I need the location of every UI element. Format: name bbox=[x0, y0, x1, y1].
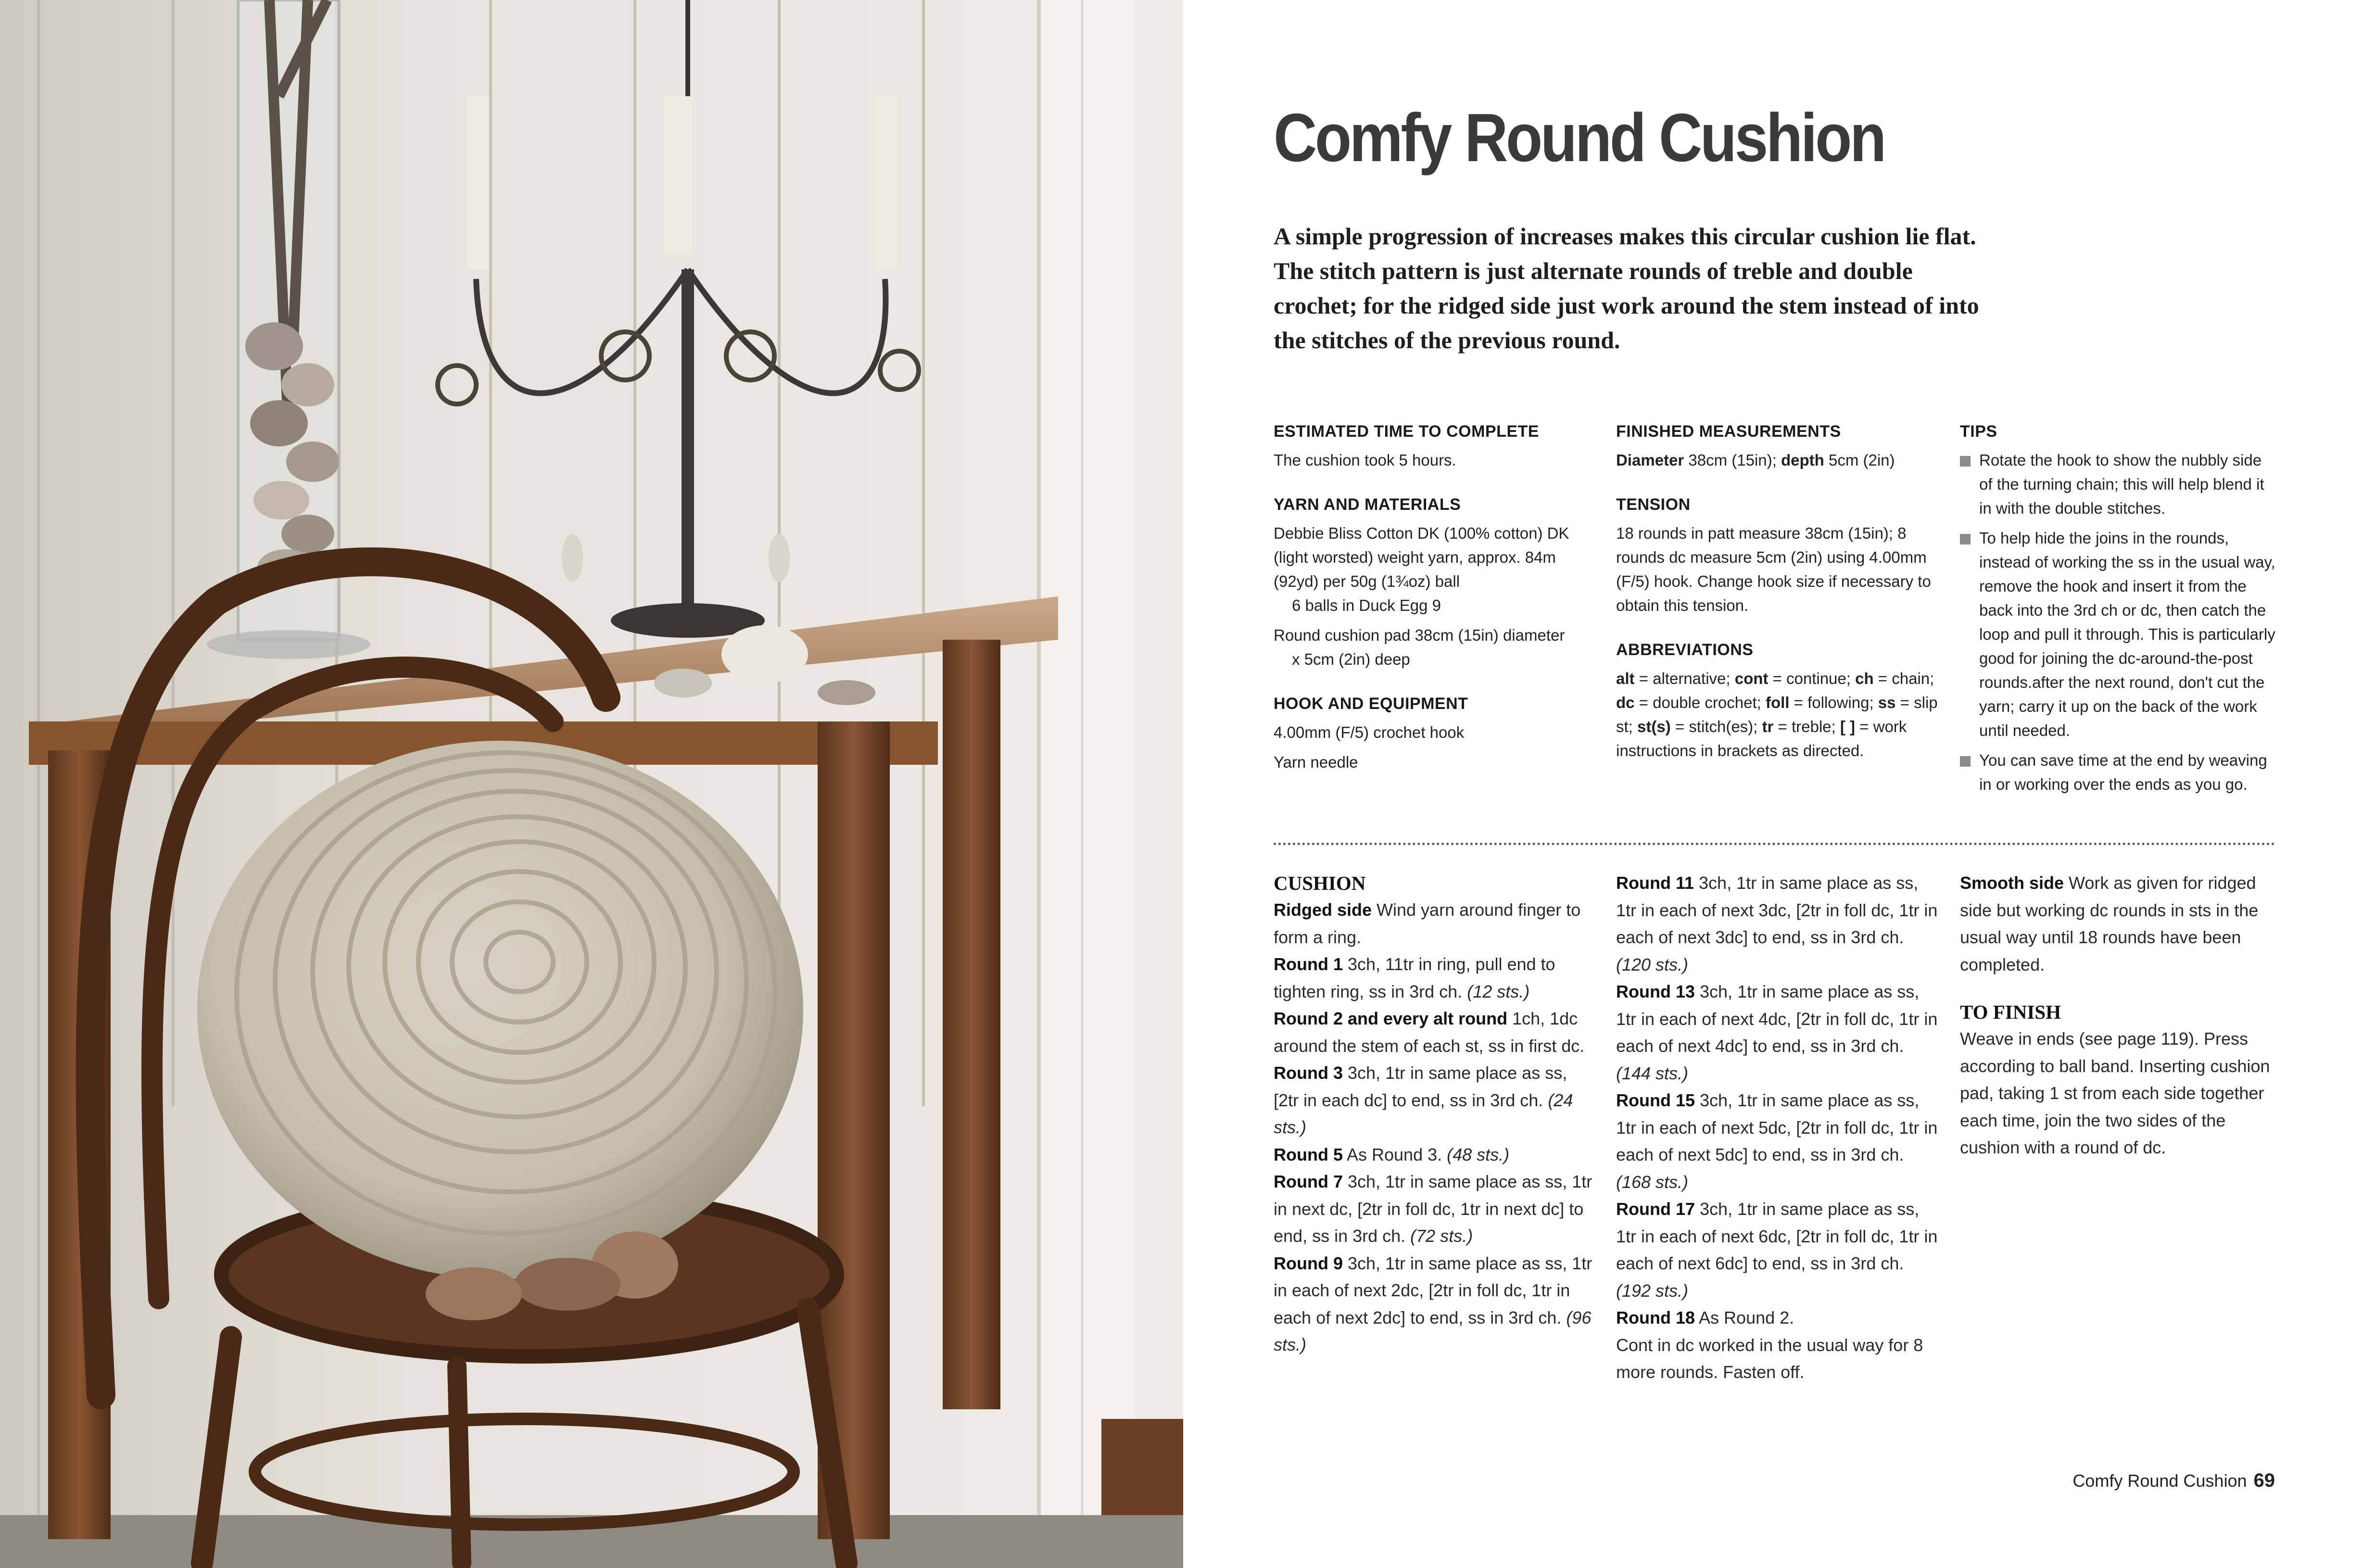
hook-line-2: Yarn needle bbox=[1274, 753, 1358, 771]
step-text: 1ch, 1dc around the stem of each st, ss in first dc. bbox=[1274, 1009, 1585, 1056]
step-label: Smooth side bbox=[1960, 873, 2064, 893]
info-column-right bbox=[1960, 419, 2277, 802]
stitch-count: (12 sts.) bbox=[1467, 981, 1530, 1001]
time-section bbox=[1274, 419, 1591, 472]
smooth-side-step bbox=[1960, 870, 2277, 978]
diameter-label: Diameter bbox=[1616, 451, 1684, 469]
stitch-count: (72 sts.) bbox=[1410, 1226, 1473, 1246]
yarn-line-3: Round cushion pad 38cm (15in) diameter bbox=[1274, 626, 1565, 644]
cushion-heading: CUSHION bbox=[1274, 872, 1366, 894]
tip-text: Rotate the hook to show the nubbly side of the turning chain; this will help blend it in with the double stitches. bbox=[1979, 451, 2264, 517]
abbr-value: = following; bbox=[1789, 694, 1878, 711]
step-label: Round 7 bbox=[1274, 1172, 1343, 1191]
depth-value: 5cm (2in) bbox=[1824, 451, 1895, 469]
finish-heading: TO FINISH bbox=[1960, 1001, 2061, 1023]
step-label: Round 11 bbox=[1616, 873, 1694, 893]
door-frame bbox=[1039, 0, 1135, 1568]
abbreviations-heading: ABBREVIATIONS bbox=[1616, 641, 1754, 659]
abbr-value: = treble; bbox=[1773, 718, 1840, 735]
time-text: The cushion took 5 hours. bbox=[1274, 451, 1456, 469]
tip-text: You can save time at the end by weaving in or working over the ends as you go. bbox=[1979, 751, 2267, 793]
step-label: Round 9 bbox=[1274, 1253, 1343, 1273]
depth-label: depth bbox=[1781, 451, 1824, 469]
page-title: Comfy Round Cushion bbox=[1274, 100, 1884, 176]
tips-heading: TIPS bbox=[1960, 422, 1997, 441]
step-text: 3ch, 1tr in same place as ss, 1tr in each of next 5dc, [2tr in foll dc, 1tr in each of next 5dc] to end, ss in 3rd ch. bbox=[1616, 1090, 1938, 1164]
square-bullet-icon bbox=[1960, 756, 1971, 767]
abbr-value: = stitch(es); bbox=[1670, 718, 1762, 735]
dotted-divider bbox=[1274, 843, 2275, 845]
stitch-count: (144 sts.) bbox=[1616, 1063, 1689, 1083]
yarn-line-4: x 5cm (2in) deep bbox=[1292, 650, 1410, 668]
tip-item bbox=[1960, 448, 2277, 520]
round-1-step bbox=[1274, 951, 1596, 1005]
ridged-side-step bbox=[1274, 897, 1596, 951]
tension-section bbox=[1616, 493, 1948, 618]
abbr-key: [ ] bbox=[1840, 718, 1856, 735]
finish-text: Weave in ends (see page 119). Press according to ball band. Inserting cushion pad, taking 1 st from each side together each time, join the two sides of the cushion with a round of dc. bbox=[1960, 1029, 2270, 1157]
round-13-step bbox=[1616, 978, 1938, 1087]
abbreviations-section bbox=[1616, 638, 1948, 763]
step-text: 3ch, 1tr in same place as ss, 1tr in each of next 2dc, [2tr in foll dc, 1tr in each of next 2dc] to end, ss in 3rd ch. bbox=[1274, 1253, 1592, 1328]
stitch-count: (192 sts.) bbox=[1616, 1280, 1689, 1301]
abbr-value: = continue; bbox=[1768, 670, 1856, 687]
stitch-count: (24 sts.) bbox=[1274, 1090, 1573, 1137]
hook-line-1: 4.00mm (F/5) crochet hook bbox=[1274, 723, 1465, 741]
crochet-cushion bbox=[197, 741, 803, 1279]
abbr-key: dc bbox=[1616, 694, 1635, 711]
step-label: Round 5 bbox=[1274, 1144, 1343, 1164]
diameter-value: 38cm (15in); bbox=[1684, 451, 1781, 469]
measurements-text bbox=[1616, 448, 1948, 472]
step-label: Round 18 bbox=[1616, 1308, 1695, 1328]
abbr-value: = work instructions in brackets as directed. bbox=[1616, 718, 1907, 759]
hook-section bbox=[1274, 692, 1591, 774]
yarn-line-2: 6 balls in Duck Egg 9 bbox=[1292, 596, 1441, 614]
tip-item bbox=[1960, 748, 2277, 797]
abbr-key: cont bbox=[1734, 670, 1769, 687]
round-15-step bbox=[1616, 1087, 1938, 1196]
page-number: 69 bbox=[2253, 1470, 2275, 1491]
intro-paragraph: A simple progression of increases makes this circular cushion lie flat. The stitch pattern is just alternate rounds of treble and double crochet; for the ridged side just work around the stem instead of into the stitches of the previous round. bbox=[1274, 223, 1979, 354]
round-11-step bbox=[1616, 870, 1938, 978]
abbr-key: tr bbox=[1762, 718, 1774, 735]
abbr-key: st(s) bbox=[1637, 718, 1671, 735]
yarn-heading: YARN AND MATERIALS bbox=[1274, 495, 1461, 514]
pattern-column-right bbox=[1960, 870, 2277, 1162]
footer-title: Comfy Round Cushion bbox=[2072, 1471, 2247, 1491]
step-label: Ridged side bbox=[1274, 900, 1372, 920]
info-column-middle bbox=[1616, 419, 1948, 783]
round-2-step bbox=[1274, 1005, 1596, 1060]
step-label: Round 13 bbox=[1616, 982, 1695, 1001]
abbr-value: = slip st; bbox=[1616, 694, 1938, 735]
stitch-count: (120 sts.) bbox=[1616, 954, 1689, 974]
pattern-column-left bbox=[1274, 870, 1596, 1359]
info-column-left bbox=[1274, 419, 1591, 795]
round-17-step bbox=[1616, 1196, 1938, 1304]
tension-text: 18 rounds in patt measure 38cm (15in); 8 rounds dc measure 5cm (2in) using 4.00mm (F/5) hook. Change hook size if necessary to obtain this tension. bbox=[1616, 524, 1931, 614]
round-3-step bbox=[1274, 1060, 1596, 1141]
round-5-step bbox=[1274, 1141, 1596, 1169]
step-text: As Round 3. bbox=[1342, 1144, 1447, 1164]
abbreviations-list bbox=[1616, 667, 1948, 763]
abbr-value: = double crochet; bbox=[1634, 694, 1766, 711]
time-heading: ESTIMATED TIME TO COMPLETE bbox=[1274, 422, 1539, 441]
abbr-value: = alternative; bbox=[1634, 670, 1735, 687]
hook-heading: HOOK AND EQUIPMENT bbox=[1274, 695, 1468, 713]
round-18-step bbox=[1616, 1304, 1938, 1332]
measurements-section bbox=[1616, 419, 1948, 472]
square-bullet-icon bbox=[1960, 534, 1971, 544]
square-bullet-icon bbox=[1960, 456, 1971, 467]
abbr-value: = chain; bbox=[1873, 670, 1934, 687]
step-label: Round 1 bbox=[1274, 954, 1343, 974]
step-text: 3ch, 1tr in same place as ss, 1tr in next dc, [2tr in foll dc, 1tr in next dc] to end, ss in 3rd ch. bbox=[1274, 1172, 1592, 1246]
stitch-count: (96 sts.) bbox=[1274, 1307, 1592, 1354]
step-label: Round 2 and every alt round bbox=[1274, 1009, 1508, 1028]
round-9-step bbox=[1274, 1250, 1596, 1359]
tip-text: To help hide the joins in the rounds, instead of working the ss in the usual way, remove the hook and insert it from the back into the 3rd ch or dc, then catch the loop and pull it through. This is particularly good for joining the dc-around-the-post rounds.after the next round, don't cut the yarn; carry it up on the back of the work until needed. bbox=[1979, 529, 2275, 739]
step-text: 3ch, 1tr in same place as ss, 1tr in each of next 3dc, [2tr in foll dc, 1tr in each of next 3dc] to end, ss in 3rd ch. bbox=[1616, 873, 1938, 947]
round-7-step bbox=[1274, 1168, 1596, 1250]
abbr-key: foll bbox=[1765, 694, 1790, 711]
step-text: As Round 2. bbox=[1695, 1308, 1794, 1328]
pattern-column-middle bbox=[1616, 870, 1938, 1386]
tip-item bbox=[1960, 526, 2277, 743]
yarn-line-1: Debbie Bliss Cotton DK (100% cotton) DK (light worsted) weight yarn, approx. 84m (92yd) per 50g (1¾oz) ball bbox=[1274, 524, 1569, 590]
step-text: 3ch, 1tr in same place as ss, 1tr in each of next 6dc, [2tr in foll dc, 1tr in each of next 6dc] to end, ss in 3rd ch. bbox=[1616, 1199, 1938, 1273]
step-text: 3ch, 1tr in same place as ss, 1tr in each of next 4dc, [2tr in foll dc, 1tr in each of next 4dc] to end, ss in 3rd ch. bbox=[1616, 982, 1938, 1056]
step-text: 3ch, 1tr in same place as ss, [2tr in each dc] to end, ss in 3rd ch. bbox=[1274, 1063, 1567, 1110]
step-text: 3ch, 11tr in ring, pull end to tighten ring, ss in 3rd ch. bbox=[1274, 954, 1555, 1001]
abbr-key: alt bbox=[1616, 670, 1635, 687]
yarn-section bbox=[1274, 493, 1591, 671]
step-text: Wind yarn around finger to form a ring. bbox=[1274, 900, 1581, 947]
continue-step: Cont in dc worked in the usual way for 8 more rounds. Fasten off. bbox=[1616, 1335, 1923, 1382]
step-label: Round 15 bbox=[1616, 1090, 1695, 1110]
stitch-count: (48 sts.) bbox=[1447, 1144, 1510, 1164]
page-footer bbox=[2072, 1470, 2275, 1492]
abbr-key: ss bbox=[1878, 694, 1896, 711]
step-label: Round 3 bbox=[1274, 1063, 1343, 1083]
measurements-heading: FINISHED MEASUREMENTS bbox=[1616, 422, 1841, 441]
step-text: Work as given for ridged side but working dc rounds in sts in the usual way until 18 rounds have been completed. bbox=[1960, 873, 2259, 974]
tension-heading: TENSION bbox=[1616, 495, 1691, 514]
abbr-key: ch bbox=[1855, 670, 1874, 687]
stitch-count: (168 sts.) bbox=[1616, 1172, 1689, 1192]
spacer bbox=[1960, 978, 2277, 999]
step-label: Round 17 bbox=[1616, 1199, 1695, 1219]
